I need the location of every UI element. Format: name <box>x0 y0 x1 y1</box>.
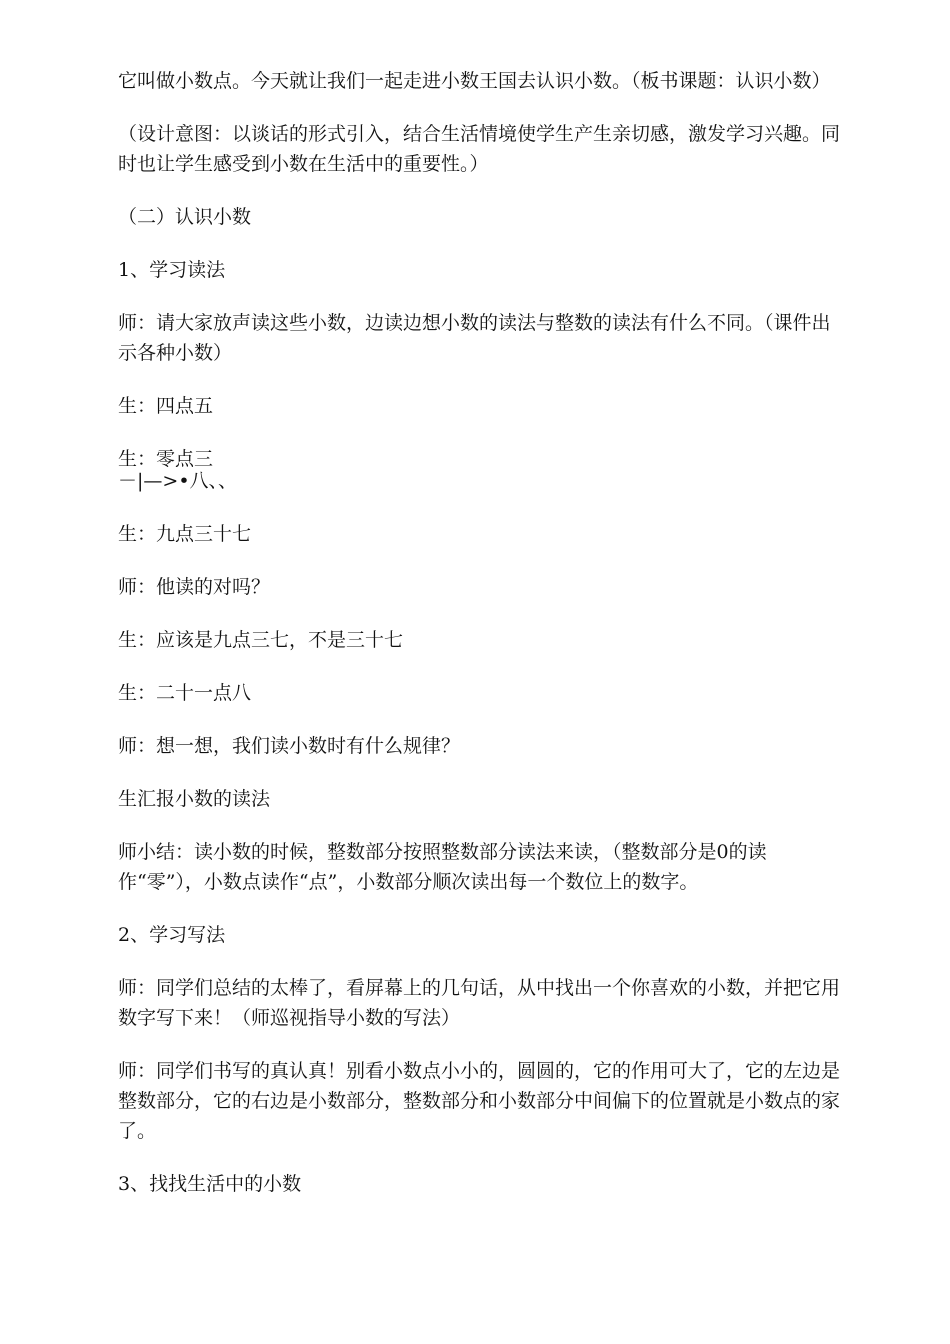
paragraph-teacher-rule: 师：想一想，我们读小数时有什么规律？ <box>118 735 461 757</box>
paragraph-intro: 它叫做小数点。今天就让我们一起走进小数王国去认识小数。（板书课题：认识小数） <box>118 70 831 92</box>
subheading-reading: 1、学习读法 <box>118 259 226 281</box>
paragraph-design-intent: （设计意图：以谈话的形式引入，结合生活情境使学生产生亲切感，激发学习兴趣。同时也让学生感受到小数在生活中的重要性。） <box>118 123 841 175</box>
paragraph-student-0-3: 生：零点三 <box>118 448 214 470</box>
paragraph-student-21-8: 生：二十一点八 <box>118 682 252 704</box>
section-heading-recognize-decimals: （二）认识小数 <box>118 206 252 228</box>
paragraph-teacher-summary: 师小结：读小数的时候，整数部分按照整数部分读法来读，（整数部分是0的读作“零”），小数点读作“点”，小数部分顺次读出每一个数位上的数字。 <box>118 841 767 893</box>
document-page <box>118 66 840 1199</box>
paragraph-stray-marks: －|—>•八、、 <box>118 470 238 492</box>
paragraph-student-report: 生汇报小数的读法 <box>118 788 271 810</box>
paragraph-teacher-decimal-point: 师：同学们书写的真认真！别看小数点小小的，圆圆的，它的作用可大了，它的左边是整数部分，它的右边是小数部分，整数部分和小数部分中间偏下的位置就是小数点的家了。 <box>118 1060 841 1142</box>
paragraph-teacher-praise: 师：同学们总结的太棒了，看屏幕上的几句话，从中找出一个你喜欢的小数，并把它用数字写下来！（师巡视指导小数的写法） <box>118 977 841 1029</box>
paragraph-teacher-correct: 师：他读的对吗？ <box>118 576 271 598</box>
subheading-writing: 2、学习写法 <box>118 924 226 946</box>
paragraph-teacher-read-aloud: 师：请大家放声读这些小数，边读边想小数的读法与整数的读法有什么不同。（课件出示各种小数） <box>118 312 831 364</box>
paragraph-student-4-5: 生：四点五 <box>118 395 214 417</box>
paragraph-student-should-be: 生：应该是九点三七，不是三十七 <box>118 629 404 651</box>
subheading-find-decimals: 3、找找生活中的小数 <box>118 1173 302 1195</box>
paragraph-student-9-37: 生：九点三十七 <box>118 523 252 545</box>
